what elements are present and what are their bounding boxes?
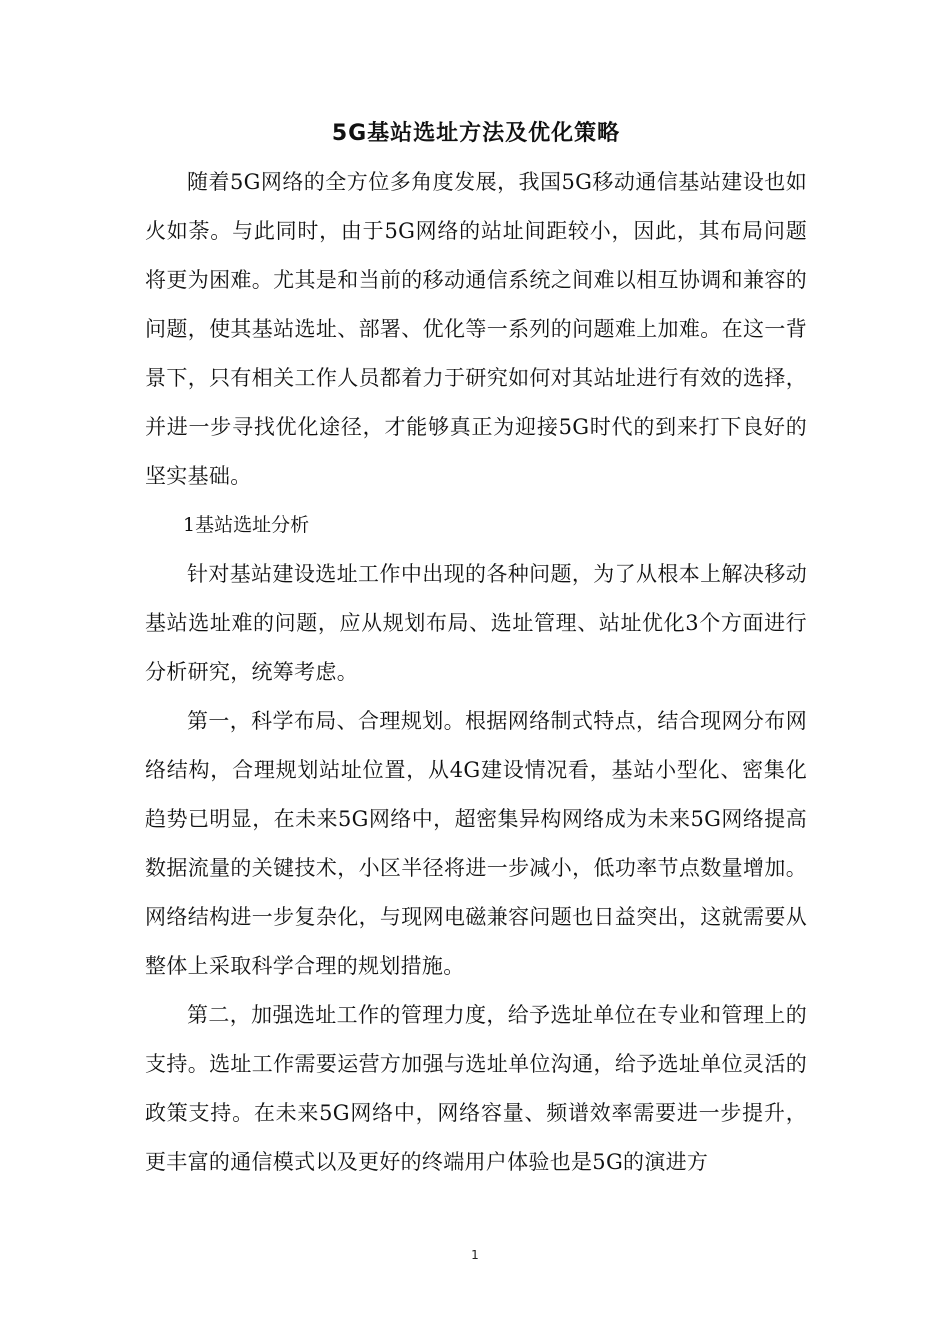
section-heading-1: 1基站选址分析 [183,514,310,536]
paragraph-second: 第二，加强选址工作的管理力度，给予选址单位在专业和管理上的支持。选址工作需要运营方加强与选址单位沟通，给予选址单位灵活的政策支持。在未来5G网络中，网络容量、频谱效率需要进一步提升，更丰富的通信模式以及更好的终端用户体验也是5G的演进方 [145,1003,807,1174]
paragraph-analysis: 针对基站建设选址工作中出现的各种问题，为了从根本上解决移动基站选址难的问题，应从规划布局、选址管理、站址优化3个方面进行分析研究，统筹考虑。 [145,562,807,684]
paragraph-intro: 随着5G网络的全方位多角度发展，我国5G移动通信基站建设也如火如荼。与此同时，由于5G网络的站址间距较小，因此，其布局问题将更为困难。尤其是和当前的移动通信系统之间难以相互协调和兼容的问题，使其基站选址、部署、优化等一系列的问题难上加难。在这一背景下，只有相关工作人员都着力于研究如何对其站址进行有效的选择，并进一步寻找优化途径，才能够真正为迎接5G时代的到来打下良好的坚实基础。 [145,170,807,488]
page-number: 1 [471,1248,479,1262]
document-body [145,112,807,1187]
document-title: 5G基站选址方法及优化策略 [331,121,621,146]
paragraph-first: 第一，科学布局、合理规划。根据网络制式特点，结合现网分布网络结构，合理规划站址位置，从4G建设情况看，基站小型化、密集化趋势已明显，在未来5G网络中，超密集异构网络成为未来5G网络提高数据流量的关键技术，小区半径将进一步减小，低功率节点数量增加。网络结构进一步复杂化，与现网电磁兼容问题也日益突出，这就需要从整体上采取科学合理的规划措施。 [145,709,807,978]
